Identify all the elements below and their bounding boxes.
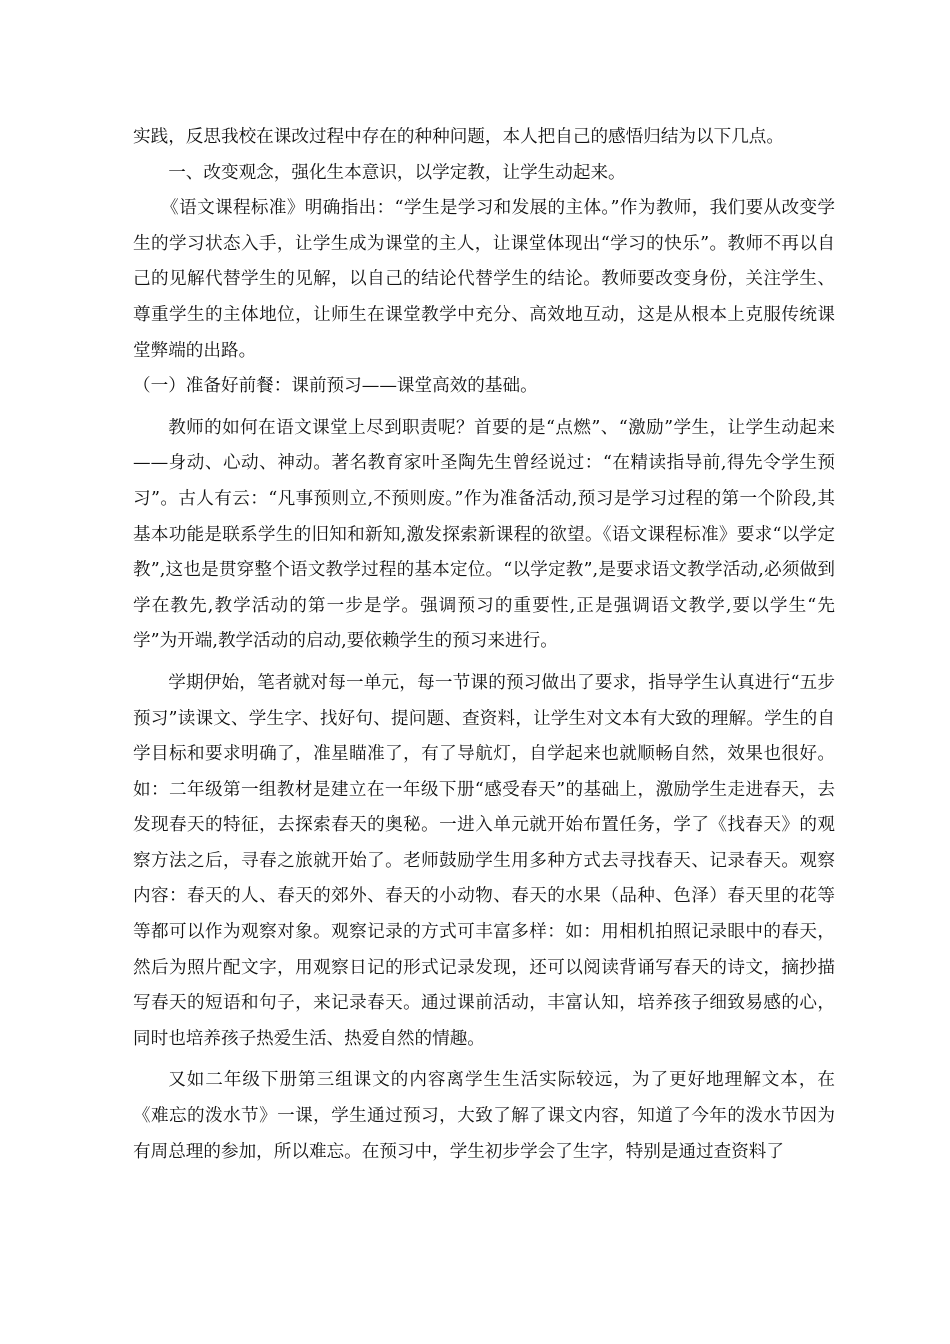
subsection-heading-1: （一）准备好前餐：课前预习——课堂高效的基础。 [133,376,538,397]
paragraph-curriculum-standard: 《语文课程标准》明确指出：“学生是学习和发展的主体。”作为教师，我们要从改变学生的学习状态入手，让学生成为课堂的主人，让课堂体现出“学习的快乐”。教师不再以自己的见解代替学生的见解，以自己的结论代替学生的结论。教师要改变身份，关注学生、尊重学生的主体地位，让师生在课堂教学中充分、高效地互动，这是从根本上克服传统课堂弊端的出路。 [133,198,835,361]
paragraph-five-step-preview: 学期伊始，笔者就对每一单元，每一节课的预习做出了要求，指导学生认真进行“五步预习”读课文、学生字、找好句、提问题、查资料，让学生对文本有大致的理解。学生的自学目标和要求明确了，准星瞄准了，有了导航灯，自学起来也就顺畅自然，效果也很好。如：二年级第一组教材是建立在一年级下册“感受春天”的基础上，激励学生走进春天，去发现春天的特征，去探索春天的奥秘。一进入单元就开始布置任务，学了《找春天》的观察方法之后，寻春之旅就开始了。老师鼓励学生用多种方式去寻找春天、记录春天。观察内容：春天的人、春天的郊外、春天的小动物、春天的水果（品种、色泽）春天里的花等等都可以作为观察对象。观察记录的方式可丰富多样：如：用相机拍照记录眼中的春天，然后为照片配文字，用观察日记的形式记录发现，还可以阅读背诵写春天的诗文，摘抄描写春天的短语和句子，来记录春天。通过课前活动，丰富认知，培养孩子细致易感的心，同时也培养孩子热爱生活、热爱自然的情趣。 [133,672,835,1049]
paragraph-water-festival: 又如二年级下册第三组课文的内容离学生生活实际较远，为了更好地理解文本，在《难忘的泼水节》一课，学生通过预习，大致了解了课文内容，知道了今年的泼水节因为有周总理的参加，所以难忘。在预习中，学生初步学会了生字，特别是通过查资料了 [133,1070,835,1162]
paragraph-preview-importance: 教师的如何在语文课堂上尽到职责呢？首要的是“点燃”、“激励”学生，让学生动起来——身动、心动、神动。著名教育家叶圣陶先生曾经说过：“在精读指导前,得先令学生预习”。古人有云：“凡事预则立,不预则废。”作为准备活动,预习是学习过程的第一个阶段,其基本功能是联系学生的旧知和新知,激发探索新课程的欲望。《语文课程标准》要求“以学定教”,这也是贯穿整个语文教学过程的基本定位。“以学定教”,是要求语文教学活动,必须做到学在教先,教学活动的第一步是学。强调预习的重要性,正是强调语文教学,要以学生“先学”为开端,教学活动的启动,要依赖学生的预习来进行。 [133,417,835,652]
section-heading-1: 一、改变观念，强化生本意识，以学定教，让学生动起来。 [168,162,626,183]
paragraph-continuation: 实践，反思我校在课改过程中存在的种种问题，本人把自己的感悟归结为以下几点。 [133,127,784,147]
document-body [133,120,835,1170]
